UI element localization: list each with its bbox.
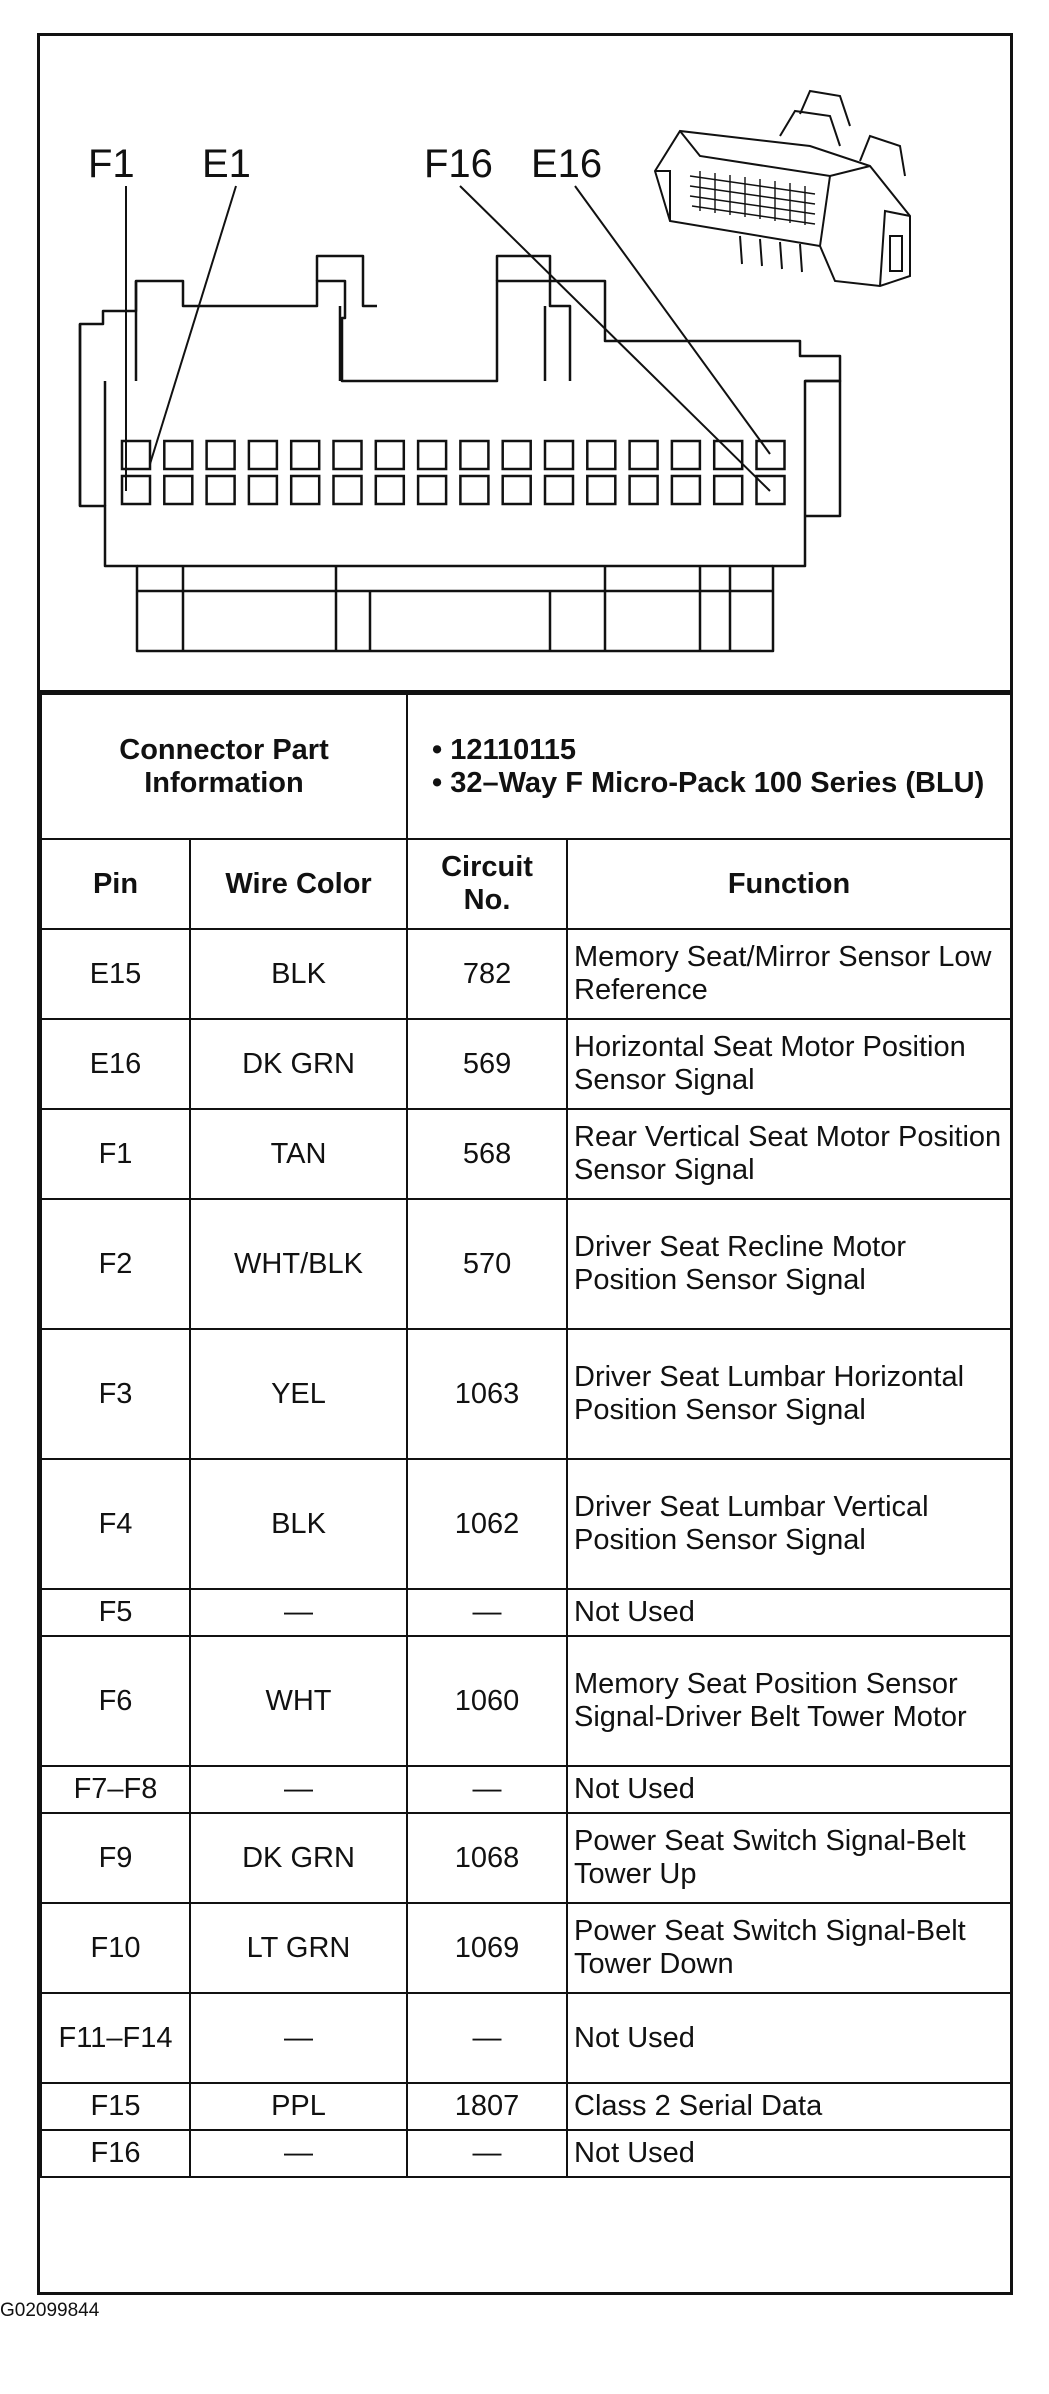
table-row	[41, 1766, 1011, 1813]
pin-cavity	[757, 476, 785, 504]
cell-function: Driver Seat Recline Motor Position Sensor Signal	[567, 1199, 1011, 1329]
table-row	[41, 2083, 1011, 2130]
cell-pin: F2	[41, 1199, 190, 1329]
cell-wire-color: BLK	[190, 929, 407, 1019]
pin-cavity	[587, 441, 615, 469]
figure-id: G02099844	[0, 2300, 100, 2321]
pin-table	[40, 693, 1012, 2178]
cell-circuit: 1060	[407, 1636, 567, 1766]
cell-function: Memory Seat Position Sensor Signal-Driver Belt Tower Motor	[567, 1636, 1011, 1766]
connector-sheet	[37, 33, 1013, 2295]
cell-function: Power Seat Switch Signal-Belt Tower Up	[567, 1813, 1011, 1903]
cell-function: Not Used	[567, 1993, 1011, 2083]
pin-cavity	[545, 441, 573, 469]
table-row	[41, 2130, 1011, 2177]
label-f1: F1	[88, 142, 135, 186]
cell-function: Not Used	[567, 2130, 1011, 2177]
column-header-row	[41, 839, 1011, 929]
cell-pin: F15	[41, 2083, 190, 2130]
cell-circuit: —	[407, 1766, 567, 1813]
cell-circuit: 1807	[407, 2083, 567, 2130]
pin-cavity	[714, 476, 742, 504]
pin-cavity	[207, 441, 235, 469]
table-row	[41, 1329, 1011, 1459]
table-row	[41, 1459, 1011, 1589]
cell-wire-color: —	[190, 1993, 407, 2083]
label-e16: E16	[531, 142, 603, 186]
connector-info-details: • 12110115 • 32–Way F Micro-Pack 100 Series (BLU)	[407, 694, 1011, 839]
table-row	[41, 1019, 1011, 1109]
cell-circuit: —	[407, 1589, 567, 1636]
pin-cavity	[334, 441, 362, 469]
pin-cavity	[630, 476, 658, 504]
cell-function: Driver Seat Lumbar Horizontal Position Sensor Signal	[567, 1329, 1011, 1459]
cell-circuit: 1062	[407, 1459, 567, 1589]
cell-function: Class 2 Serial Data	[567, 2083, 1011, 2130]
pin-cavity	[630, 441, 658, 469]
cell-pin: F10	[41, 1903, 190, 1993]
cell-function: Memory Seat/Mirror Sensor Low Reference	[567, 929, 1011, 1019]
cell-pin: E15	[41, 929, 190, 1019]
cell-wire-color: BLK	[190, 1459, 407, 1589]
cell-pin: F7–F8	[41, 1766, 190, 1813]
cell-pin: E16	[41, 1019, 190, 1109]
col-header-function: Function	[567, 839, 1011, 929]
cell-function: Rear Vertical Seat Motor Position Sensor Signal	[567, 1109, 1011, 1199]
pin-cavity	[545, 476, 573, 504]
cell-circuit: 1068	[407, 1813, 567, 1903]
pin-cavity	[291, 476, 319, 504]
label-f16: F16	[424, 142, 493, 186]
pin-cavity	[757, 441, 785, 469]
pin-cavity	[376, 476, 404, 504]
label-e1: E1	[202, 142, 251, 186]
connector-info-row	[41, 694, 1011, 839]
table-row	[41, 1813, 1011, 1903]
cell-pin: F6	[41, 1636, 190, 1766]
pin-cavity	[207, 476, 235, 504]
part-number: 12110115	[450, 733, 577, 766]
pin-cavity	[503, 441, 531, 469]
table-row	[41, 1903, 1011, 1993]
pin-cavity	[249, 441, 277, 469]
cell-wire-color: LT GRN	[190, 1903, 407, 1993]
cell-wire-color: WHT	[190, 1636, 407, 1766]
cell-circuit: 782	[407, 929, 567, 1019]
cell-wire-color: DK GRN	[190, 1019, 407, 1109]
cell-wire-color: WHT/BLK	[190, 1199, 407, 1329]
col-header-circuit: Circuit No.	[407, 839, 567, 929]
pin-cavity	[714, 441, 742, 469]
connector-face-drawing	[40, 36, 1010, 690]
connector-description: 32–Way F Micro-Pack 100 Series (BLU)	[450, 766, 985, 799]
pin-cavity	[587, 476, 615, 504]
cell-circuit: 1069	[407, 1903, 567, 1993]
table-row	[41, 929, 1011, 1019]
connector-info-label: Connector Part Information	[41, 694, 407, 839]
pin-cavity	[249, 476, 277, 504]
cell-circuit: —	[407, 2130, 567, 2177]
cell-wire-color: —	[190, 2130, 407, 2177]
cell-function: Driver Seat Lumbar Vertical Position Sensor Signal	[567, 1459, 1011, 1589]
cell-circuit: 1063	[407, 1329, 567, 1459]
col-header-wire-color: Wire Color	[190, 839, 407, 929]
pin-cavity	[460, 476, 488, 504]
col-header-pin: Pin	[41, 839, 190, 929]
cell-function: Power Seat Switch Signal-Belt Tower Down	[567, 1903, 1011, 1993]
table-row	[41, 1199, 1011, 1329]
cell-function: Not Used	[567, 1589, 1011, 1636]
cell-wire-color: PPL	[190, 2083, 407, 2130]
cell-pin: F3	[41, 1329, 190, 1459]
cell-wire-color: TAN	[190, 1109, 407, 1199]
pin-cavity	[291, 441, 319, 469]
pin-cavity	[376, 441, 404, 469]
connector-diagram	[40, 36, 1010, 693]
table-row	[41, 1109, 1011, 1199]
cell-pin: F4	[41, 1459, 190, 1589]
cell-wire-color: —	[190, 1589, 407, 1636]
pin-cavity	[672, 476, 700, 504]
cell-circuit: 569	[407, 1019, 567, 1109]
cell-wire-color: —	[190, 1766, 407, 1813]
cell-function: Not Used	[567, 1766, 1011, 1813]
pin-cavity	[672, 441, 700, 469]
cell-pin: F1	[41, 1109, 190, 1199]
table-row	[41, 1589, 1011, 1636]
pin-cavity	[418, 476, 446, 504]
cell-circuit: 568	[407, 1109, 567, 1199]
connector-3d-icon	[655, 91, 910, 286]
cell-wire-color: YEL	[190, 1329, 407, 1459]
cell-pin: F5	[41, 1589, 190, 1636]
pin-cavity	[503, 476, 531, 504]
cell-pin: F16	[41, 2130, 190, 2177]
pin-cavity	[334, 476, 362, 504]
cell-wire-color: DK GRN	[190, 1813, 407, 1903]
table-row	[41, 1993, 1011, 2083]
cell-circuit: 570	[407, 1199, 567, 1329]
cell-circuit: —	[407, 1993, 567, 2083]
pin-cavity	[164, 441, 192, 469]
cell-pin: F11–F14	[41, 1993, 190, 2083]
pin-cavity	[418, 441, 446, 469]
cell-pin: F9	[41, 1813, 190, 1903]
table-row	[41, 1636, 1011, 1766]
pin-cavity	[164, 476, 192, 504]
pin-cavity	[460, 441, 488, 469]
cell-function: Horizontal Seat Motor Position Sensor Signal	[567, 1019, 1011, 1109]
